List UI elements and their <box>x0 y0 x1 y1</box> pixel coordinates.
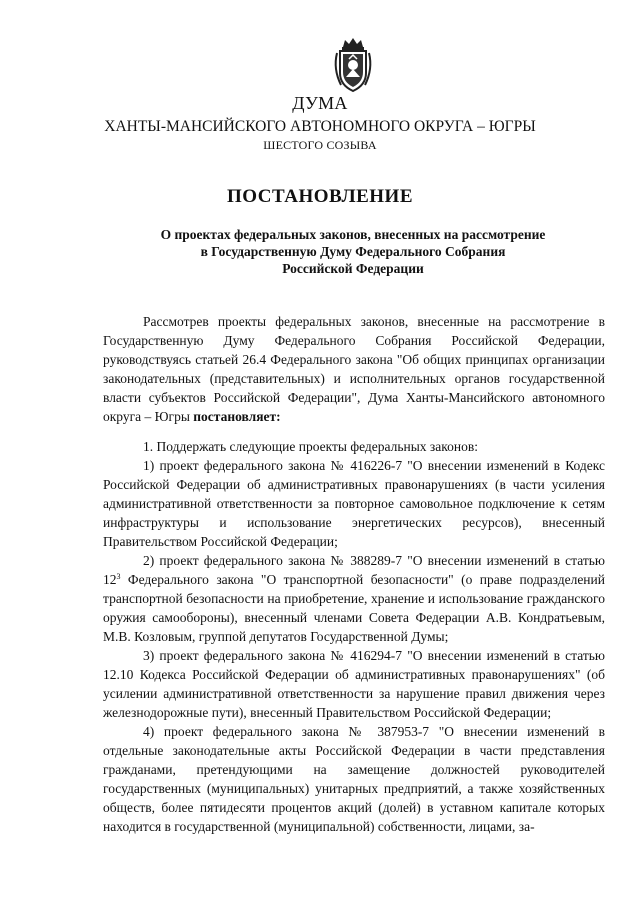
item-1-intro: 1. Поддержать следующие проекты федеральных законов: <box>143 439 478 454</box>
header-convocation: ШЕСТОГО СОЗЫВА <box>263 138 377 152</box>
document-body <box>103 312 605 836</box>
preamble-emphasis: постановляет: <box>193 409 281 424</box>
resolution-subject <box>120 226 586 277</box>
subject-line: в Государственную Думу Федерального Собрания <box>200 244 506 259</box>
list-item-2-superscript: 3 <box>116 572 121 581</box>
list-item-4: 4) проект федерального закона № 387953-7 "О внесении изменений в отдельные законодательные акты Российской Федерации в части представления гражданами, претендующими на замещение должностей руководителей государственных (муниципальных) унитарных предприятий, а также хозяйственных обществ, более пятидесяти процентов акций (долей) в уставном капитале которых находится в государственной (муниципальной) собственности, лицами, за- <box>103 724 605 834</box>
list-item-3: 3) проект федерального закона № 416294-7 "О внесении изменений в статью 12.10 Кодекса Российской Федерации об административных правонарушениях" (об усилении административной ответственности за нарушение правил движения через железнодорожные пути), внесенный Правительством Российской Федерации; <box>103 648 605 720</box>
subject-line: Российской Федерации <box>282 261 424 276</box>
list-item-2-text-b: Федерального закона "О транспортной безопасности" (о праве подразделений транспортной безопасности на приобретение, хранение и использование гражданского оружия самообороны), внесенный членами Совета Федерации А.В. Кондратьевым, М.В. Козловым, группой депутатов Государственной Думы; <box>103 572 605 644</box>
preamble-text: Рассмотрев проекты федеральных законов, внесенные на рассмотрение в Государственную Думу Федерального Собрания Российской Федерации, руководствуясь статьей 26.4 Федерального закона "Об общих принципах организации законодательных (представительных) и исполнительных органов государственной власти субъектов Российской Федерации", Дума Ханты-Мансийского автономного округа – Югры <box>103 314 605 424</box>
list-item-2 <box>103 551 605 646</box>
header-duma: ДУМА <box>292 93 348 113</box>
subject-line: О проектах федеральных законов, внесенных на рассмотрение <box>160 227 546 242</box>
preamble-paragraph <box>103 312 605 426</box>
list-item-1: 1) проект федерального закона № 416226-7 "О внесении изменений в Кодекс Российской Федерации об административных правонарушениях (в части усиления административной ответственности за повторное самовольное подключение к сетям инфраструктуры и использование энергетических ресурсов), внесенный Правительством Российской Федерации; <box>103 458 605 549</box>
header-district: ХАНТЫ-МАНСИЙСКОГО АВТОНОМНОГО ОКРУГА – ЮГРЫ <box>104 118 536 135</box>
document-title: ПОСТАНОВЛЕНИЕ <box>226 186 414 207</box>
coat-of-arms-emblem <box>331 37 375 93</box>
list-item-2-text-a: 2) проект федерального закона № 388289-7 "О внесении изменений в статью 12 <box>103 553 605 587</box>
